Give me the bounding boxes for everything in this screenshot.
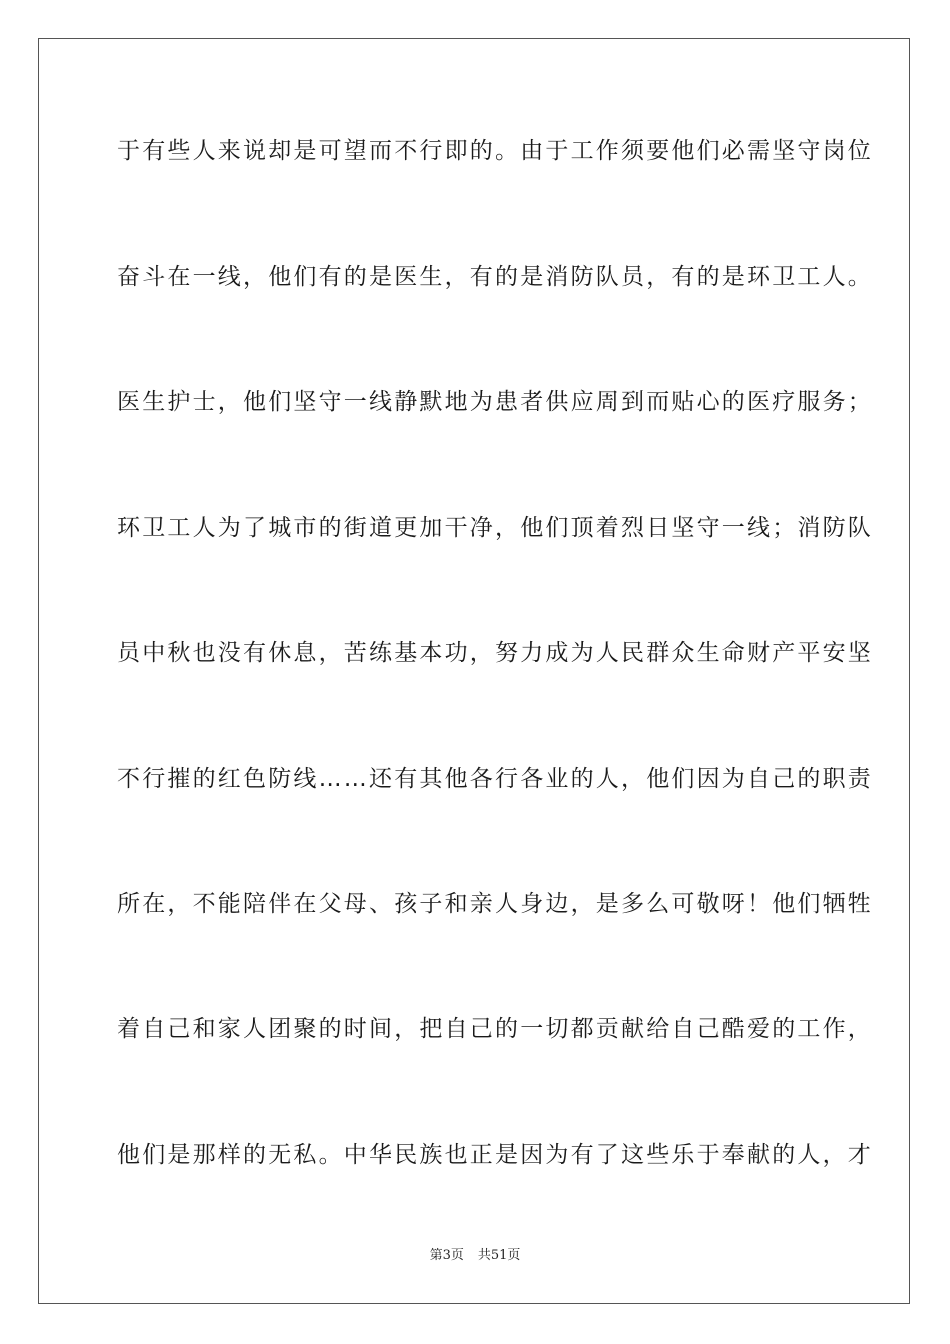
text-line: 环卫工人为了城市的街道更加干净，他们顶着烈日坚守一线；消防队 [117,515,873,541]
text-line: 所在，不能陪伴在父母、孩子和亲人身边，是多么可敬呀！他们牺牲 [117,891,873,917]
page-number: 第3页 [429,1248,464,1263]
text-line: 于有些人来说却是可望而不行即的。由于工作须要他们必需坚守岗位 [117,138,873,164]
text-line: 不行摧的红色防线……还有其他各行各业的人，他们因为自己的职责 [117,766,873,792]
text-line: 奋斗在一线，他们有的是医生，有的是消防队员，有的是环卫工人。 [117,264,873,290]
text-line: 他们是那样的无私。中华民族也正是因为有了这些乐于奉献的人，才 [117,1142,873,1168]
page-border [38,38,910,1304]
page-footer [0,1248,950,1264]
text-line: 着自己和家人团聚的时间，把自己的一切都贡献给自己酷爱的工作， [117,1016,873,1042]
page-total: 共51页 [477,1248,521,1263]
text-line: 员中秋也没有休息，苦练基本功，努力成为人民群众生命财产平安坚 [117,640,873,666]
text-line: 医生护士，他们坚守一线静默地为患者供应周到而贴心的医疗服务； [117,389,873,415]
